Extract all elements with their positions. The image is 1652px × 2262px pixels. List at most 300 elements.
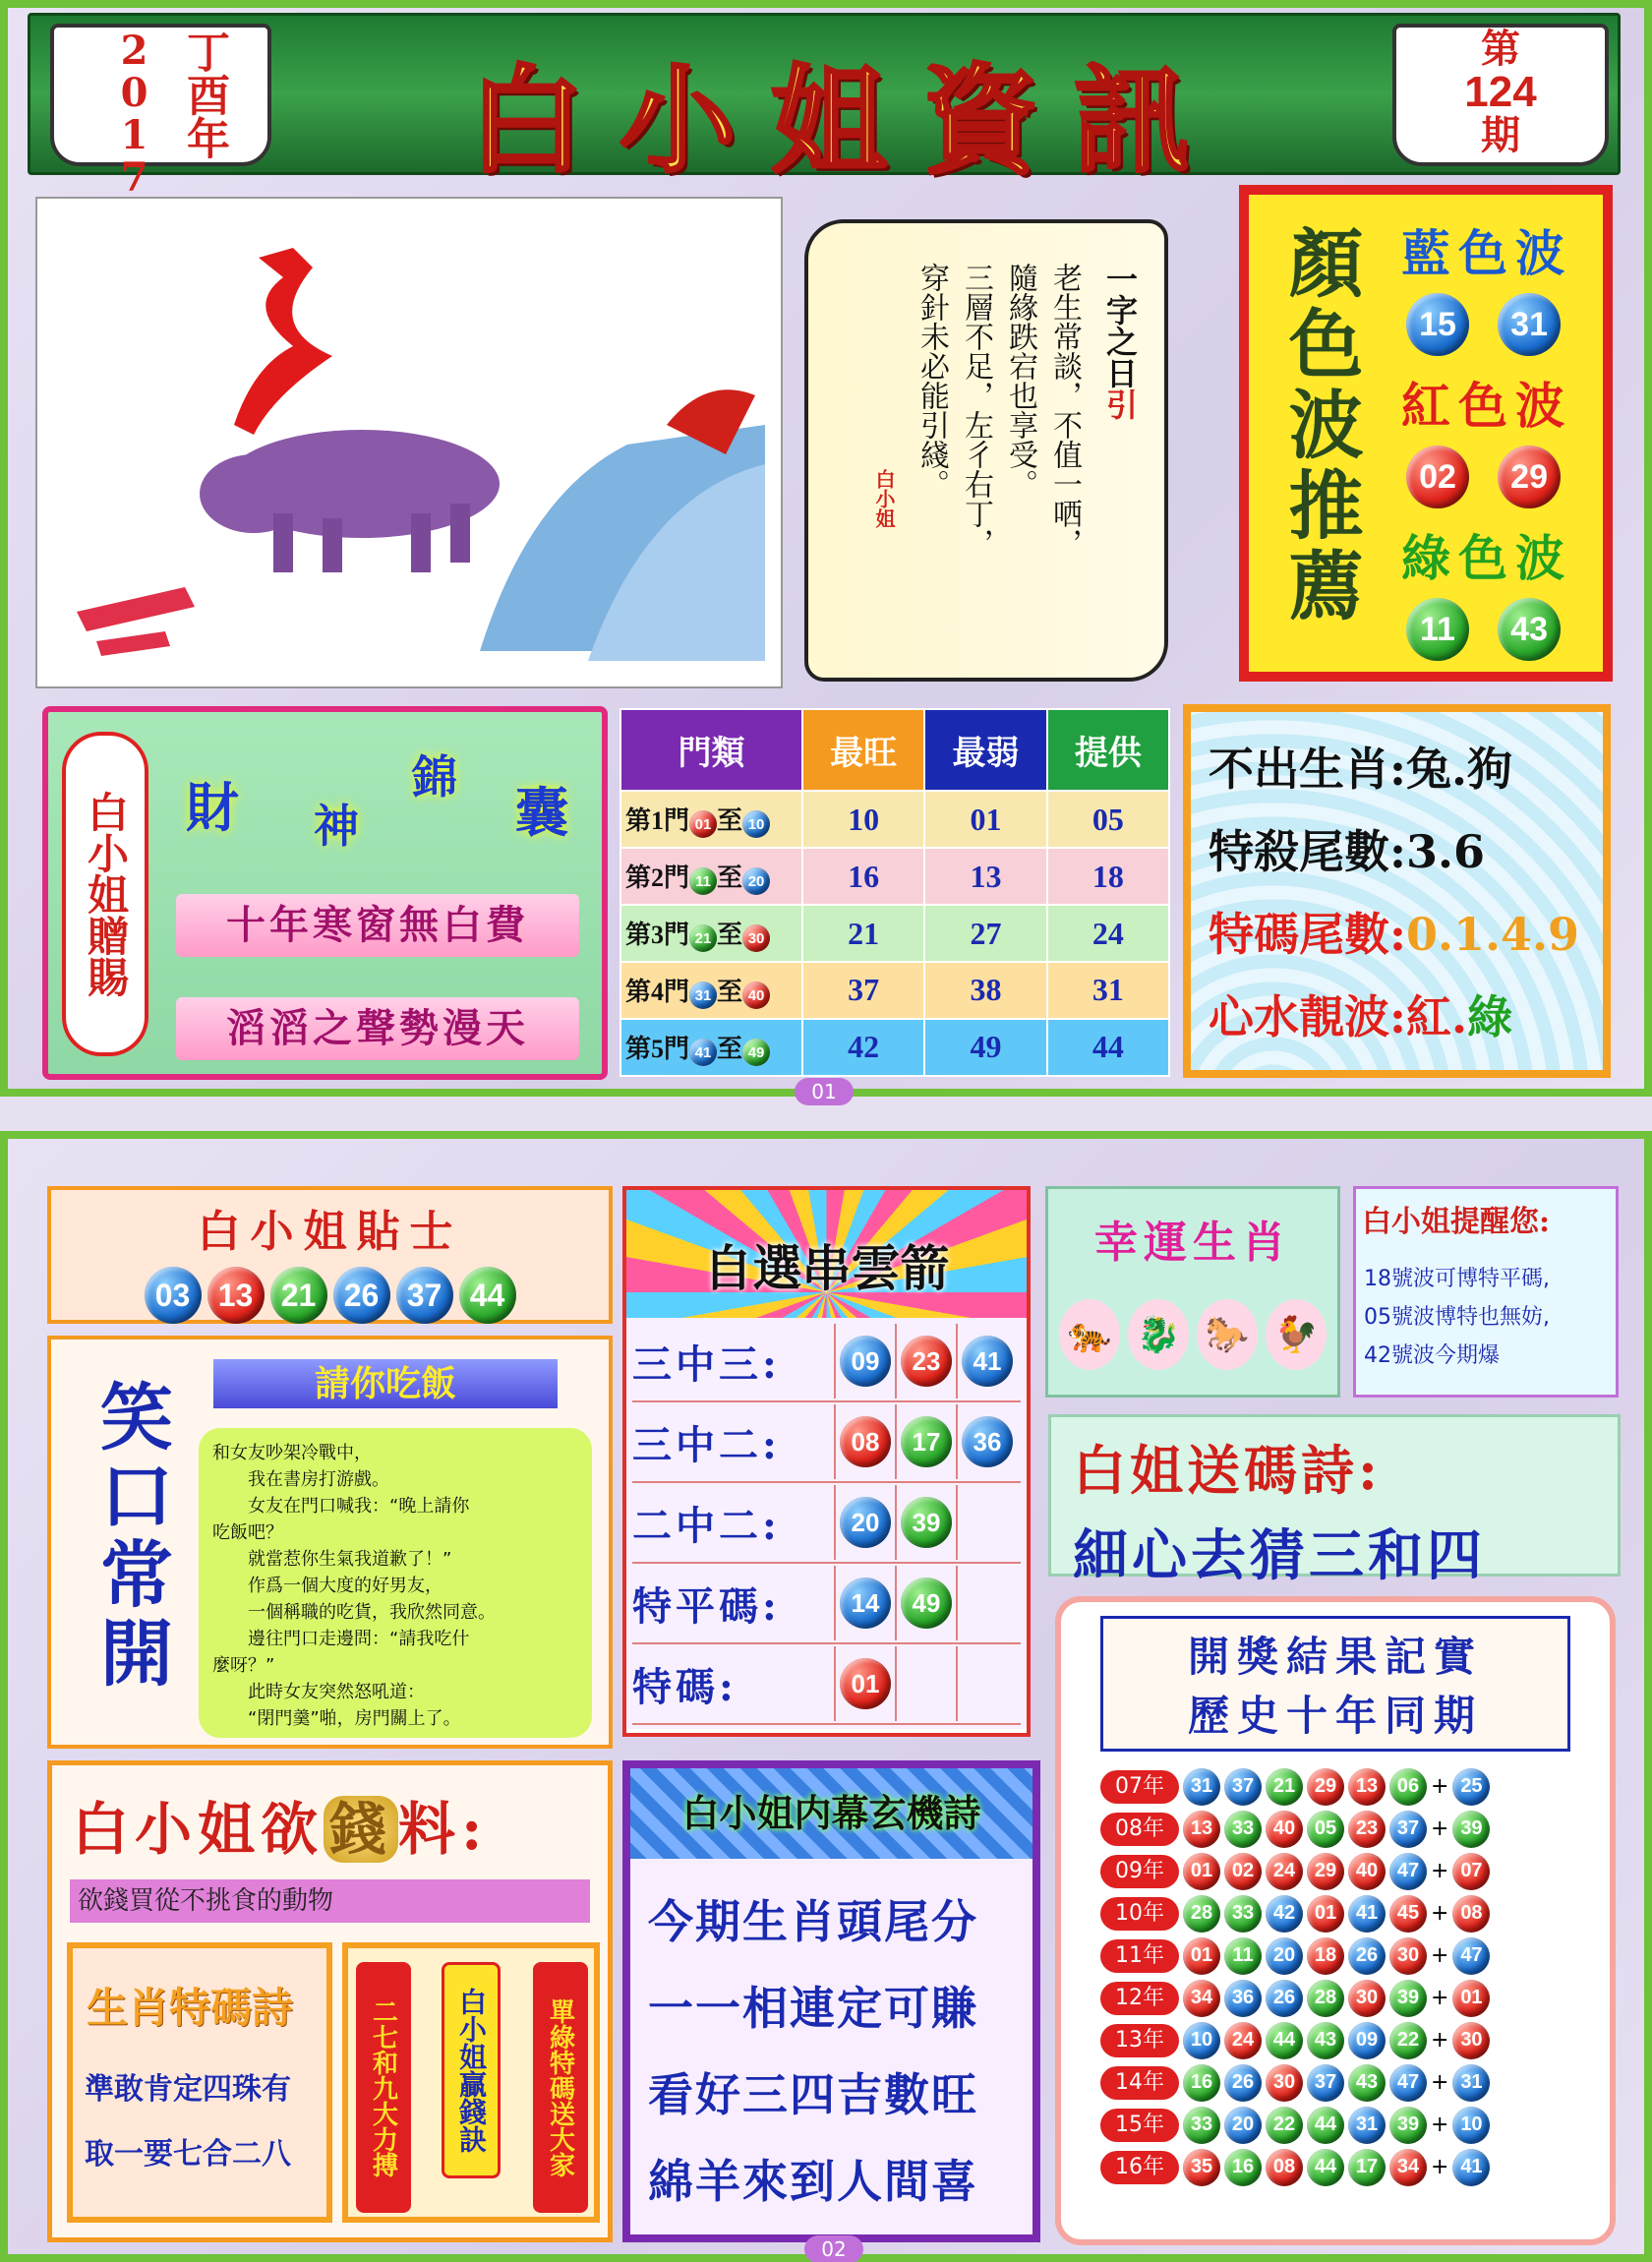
th-min: 最弱 — [924, 709, 1046, 791]
couplet-2: 白小姐贏錢訣 — [442, 1962, 501, 2178]
door-label-cell — [620, 848, 802, 905]
ball: 45 — [1389, 1895, 1427, 1933]
combo-cell — [895, 1404, 956, 1479]
ball: 13 — [1348, 1768, 1386, 1806]
cell-give: 44 — [1047, 1019, 1169, 1076]
ball: 37 — [1224, 1768, 1262, 1806]
money-title-b: 錢 — [324, 1796, 398, 1863]
info-line-4-label: 心水靚波:紅. — [1209, 990, 1467, 1043]
issue-book — [1392, 24, 1609, 166]
combo-cell — [956, 1566, 1017, 1640]
secret-title: 白小姐内幕玄機詩 — [630, 1768, 1032, 1859]
color-wave-panel — [1239, 185, 1613, 682]
secret-line-1: 今期生肖頭尾分 — [648, 1895, 978, 1948]
ball: 18 — [1307, 1937, 1344, 1975]
zodiac-animals — [1048, 1299, 1337, 1370]
ball: 29 — [1307, 1853, 1344, 1890]
ball: 11 — [1406, 598, 1469, 661]
ball: 14 — [840, 1577, 891, 1629]
secret-panel — [622, 1760, 1040, 2242]
illustration-panel — [35, 197, 783, 688]
info-panel — [1183, 704, 1611, 1078]
horse-icon: 🐎 — [1197, 1299, 1258, 1370]
scroll-sign: 白小姐 — [872, 469, 896, 528]
ball: 20 — [742, 867, 770, 895]
zodiac-poem-line-1: 準敢肯定四珠有 — [85, 2072, 291, 2107]
ball: 09 — [1348, 2022, 1386, 2059]
ball: 02 — [1406, 446, 1469, 508]
money-panel — [47, 1760, 613, 2242]
remind-line-2: 05號波博特也無妨, — [1364, 1305, 1550, 1330]
scroll-title-b: 引 — [1101, 388, 1139, 420]
ball: 20 — [1224, 2107, 1262, 2144]
joke-line: 邊往門口走邊問：“請我吃什 — [248, 1629, 470, 1649]
ball: 39 — [1452, 1811, 1490, 1848]
to-char: 至 — [717, 977, 743, 1006]
history-row — [1100, 2104, 1610, 2146]
history-year: 13年 — [1100, 2024, 1179, 2057]
zodiac-poem-line-2: 取一要七合二八 — [85, 2137, 291, 2172]
table-row — [620, 791, 1169, 848]
ball: 09 — [840, 1336, 891, 1387]
to-char: 至 — [717, 805, 743, 835]
ball: 11 — [689, 867, 717, 895]
cell-min: 13 — [924, 848, 1046, 905]
ball: 21 — [1266, 1768, 1303, 1806]
ball: 41 — [1348, 1895, 1386, 1933]
ball: 22 — [1389, 2022, 1427, 2059]
lucky-title: 幸運生肖 — [1094, 1218, 1291, 1268]
ball: 37 — [396, 1267, 453, 1324]
combo-rows — [626, 1318, 1027, 1729]
joke-line: 此時女友突然怒吼道： — [248, 1682, 425, 1702]
ball: 10 — [742, 810, 770, 838]
ball: 01 — [1307, 1895, 1344, 1933]
ball: 16 — [1224, 2149, 1262, 2186]
poem-gift-title: 白姐送碼詩: — [1073, 1439, 1382, 1502]
combo-row — [632, 1322, 1021, 1402]
money-sub: 欲錢買從不挑食的動物 — [70, 1879, 590, 1923]
combo-cell — [895, 1324, 956, 1399]
table-header-row — [620, 709, 1169, 791]
combo-cell — [895, 1566, 956, 1640]
combo-cell — [834, 1566, 895, 1640]
ball: 44 — [1307, 2149, 1344, 2186]
scroll-line-3: 三層不足，左彳右丁， — [959, 263, 993, 558]
cell-max: 42 — [802, 1019, 924, 1076]
red-ribbon — [234, 248, 332, 435]
issue-prefix: 第 — [1481, 26, 1520, 72]
ball: 35 — [1183, 2149, 1220, 2186]
combo-cell — [834, 1324, 895, 1399]
remind-line-3: 42號波今期爆 — [1364, 1343, 1500, 1368]
combo-row — [632, 1644, 1021, 1725]
joke-line: 麼呀？” — [212, 1655, 275, 1676]
ball: 47 — [1389, 1853, 1427, 1890]
ball: 30 — [1348, 1980, 1386, 2017]
money-title-a: 白小姐欲 — [72, 1796, 324, 1863]
ball: 42 — [1266, 1895, 1303, 1933]
ball: 05 — [1307, 1811, 1344, 1848]
page-two — [0, 1131, 1652, 2262]
history-rows — [1100, 1765, 1610, 2188]
plus-sign: + — [1431, 1943, 1449, 1968]
ball: 41 — [962, 1336, 1013, 1387]
tiger-icon: 🐅 — [1059, 1299, 1120, 1370]
ball: 20 — [840, 1497, 891, 1548]
ball: 37 — [1389, 1811, 1427, 1848]
ball: 26 — [333, 1267, 390, 1324]
info-line-4-value: 綠 — [1467, 990, 1512, 1043]
plus-sign: + — [1431, 2070, 1449, 2095]
joke-line: 吃飯吧？ — [212, 1522, 283, 1543]
door-table-panel — [620, 708, 1170, 1082]
poem-gift-panel — [1048, 1414, 1621, 1588]
ball: 23 — [901, 1336, 952, 1387]
ball: 36 — [962, 1416, 1013, 1467]
main-title: 白小姐資訊 — [467, 52, 1225, 189]
history-row — [1100, 1977, 1610, 2019]
info-line-3 — [1209, 899, 1603, 964]
rooster-icon: 🐓 — [1266, 1299, 1327, 1370]
ball: 08 — [840, 1416, 891, 1467]
cell-give: 18 — [1047, 848, 1169, 905]
year-text: 2017 — [111, 28, 157, 197]
ball: 36 — [1224, 1980, 1262, 2017]
combo-cell — [895, 1646, 956, 1721]
plus-sign: + — [1431, 1816, 1449, 1841]
secret-line-3: 看好三四吉數旺 — [648, 2068, 978, 2121]
ball: 31 — [1452, 2064, 1490, 2102]
info-line-1: 不出生肖:兔.狗 — [1209, 743, 1512, 796]
ball: 13 — [207, 1267, 265, 1324]
ball: 01 — [840, 1658, 891, 1709]
history-row — [1100, 1808, 1610, 1850]
table-row — [620, 848, 1169, 905]
couplet-1: 二七和九大力搏 — [356, 1962, 411, 2213]
th-door: 門類 — [620, 709, 802, 791]
gift-line-2: 滔滔之聲勢漫天 — [176, 997, 579, 1060]
history-year: 12年 — [1100, 1982, 1179, 2015]
joke-line: 和女友吵架冷戰中， — [212, 1443, 372, 1463]
gift-char-4: 囊 — [515, 781, 568, 844]
ball: 26 — [1266, 1980, 1303, 2017]
combo-row — [632, 1483, 1021, 1564]
ball: 23 — [1348, 1811, 1386, 1848]
to-char: 至 — [717, 863, 743, 892]
history-panel — [1055, 1596, 1616, 2245]
combo-cell — [956, 1324, 1017, 1399]
gift-char-1: 財 — [186, 776, 239, 839]
history-row — [1100, 1892, 1610, 1935]
history-year: 15年 — [1100, 2109, 1179, 2142]
ball: 29 — [1498, 446, 1561, 508]
combo-label: 特平碼: — [632, 1582, 781, 1630]
issue-suffix: 期 — [1481, 112, 1520, 158]
combo-cell — [956, 1404, 1017, 1479]
door-label-cell — [620, 905, 802, 962]
secret-line-4: 綿羊來到人間喜 — [648, 2155, 978, 2208]
ball: 26 — [1348, 1937, 1386, 1975]
ball: 16 — [1183, 2064, 1220, 2102]
scroll-title — [1097, 263, 1143, 636]
ball: 30 — [1389, 1937, 1427, 1975]
scroll-line-4: 穿針未必能引綫。 — [914, 263, 949, 499]
scroll-line-1: 老生常談，不值一哂， — [1047, 263, 1082, 558]
ball: 40 — [742, 982, 770, 1009]
scroll-panel — [804, 219, 1168, 682]
history-row — [1100, 2146, 1610, 2188]
cell-give: 05 — [1047, 791, 1169, 848]
th-max: 最旺 — [802, 709, 924, 791]
combo-cell — [834, 1404, 895, 1479]
cell-min: 27 — [924, 905, 1046, 962]
history-title-1: 開獎結果記實 — [1187, 1633, 1483, 1681]
combo-label: 特碼: — [632, 1663, 738, 1710]
money-title-c: 料: — [398, 1796, 489, 1863]
cell-give: 24 — [1047, 905, 1169, 962]
tips-balls — [51, 1267, 609, 1324]
ball: 24 — [1224, 2022, 1262, 2059]
ball: 41 — [1452, 2149, 1490, 2186]
info-line-4 — [1209, 982, 1603, 1046]
ball: 21 — [689, 924, 717, 952]
ball: 43 — [1348, 2064, 1386, 2102]
ball: 02 — [1224, 1853, 1262, 1890]
table-row — [620, 905, 1169, 962]
ball: 33 — [1224, 1811, 1262, 1848]
ball: 39 — [1389, 2107, 1427, 2144]
ball: 13 — [1183, 1811, 1220, 1848]
combo-title: 自選串雲箭 — [626, 1190, 1027, 1318]
door-label: 第4門 — [625, 977, 690, 1006]
ball: 15 — [1406, 293, 1469, 356]
cell-max: 10 — [802, 791, 924, 848]
ball: 47 — [1452, 1937, 1490, 1975]
combo-label: 三中三: — [632, 1340, 781, 1388]
green-wave-label: 綠色波 — [1401, 529, 1572, 587]
ball: 28 — [1183, 1895, 1220, 1933]
joke-panel — [47, 1336, 613, 1749]
plus-sign: + — [1431, 2155, 1449, 2179]
history-row — [1100, 1765, 1610, 1808]
plus-sign: + — [1431, 2028, 1449, 2053]
combo-cell — [956, 1485, 1017, 1560]
ball: 33 — [1183, 2107, 1220, 2144]
joke-line: 作爲一個大度的好男友， — [248, 1576, 442, 1596]
info-line-3-label: 特碼尾數: — [1209, 908, 1406, 961]
combo-cell — [834, 1485, 895, 1560]
red-wave-label: 紅色波 — [1401, 377, 1572, 435]
ball: 44 — [1266, 2022, 1303, 2059]
pig-illustration — [37, 199, 785, 690]
history-year: 08年 — [1100, 1813, 1179, 1846]
couplet-3: 單綠特碼送大家 — [533, 1962, 588, 2213]
ball: 47 — [1389, 2064, 1427, 2102]
combo-cell — [834, 1646, 895, 1721]
ball: 43 — [1307, 2022, 1344, 2059]
ball: 01 — [1183, 1853, 1220, 1890]
dragon-icon: 🐉 — [1128, 1299, 1189, 1370]
plus-sign: + — [1431, 1901, 1449, 1926]
ball: 31 — [1348, 2107, 1386, 2144]
info-line-3-value: 0.1.4.9 — [1405, 908, 1580, 961]
door-label: 第5門 — [625, 1034, 690, 1063]
ball: 20 — [1266, 1937, 1303, 1975]
zodiac-poem-title: 生肖特碼詩 — [87, 1984, 294, 2032]
bricks — [77, 587, 195, 631]
scroll-line-2: 隨緣跌宕也享受。 — [1003, 263, 1037, 499]
cell-max: 21 — [802, 905, 924, 962]
ball: 07 — [1452, 1853, 1490, 1890]
combo-row — [632, 1402, 1021, 1483]
ball: 10 — [1452, 2107, 1490, 2144]
history-title-2: 歷史十年同期 — [1187, 1692, 1483, 1740]
table-row — [620, 1019, 1169, 1076]
ganzhi-text: 丁酉年 — [179, 30, 229, 159]
joke-line: 就當惹你生氣我道歉了！” — [248, 1549, 452, 1570]
plus-sign: + — [1431, 1859, 1449, 1883]
scroll-title-a: 一字之日 — [1101, 263, 1139, 388]
ball: 17 — [901, 1416, 952, 1467]
table-row — [620, 962, 1169, 1019]
ball: 49 — [901, 1577, 952, 1629]
ball: 10 — [1183, 2022, 1220, 2059]
ball: 01 — [1183, 1937, 1220, 1975]
cell-min: 38 — [924, 962, 1046, 1019]
door-label-cell — [620, 962, 802, 1019]
blue-wave-balls — [1406, 293, 1561, 356]
ball: 33 — [1224, 1895, 1262, 1933]
to-char: 至 — [717, 1034, 743, 1063]
joke-side: 笑口常開 — [88, 1379, 173, 1694]
plus-sign: + — [1431, 1774, 1449, 1799]
ball: 40 — [1348, 1853, 1386, 1890]
page-number-1: 01 — [795, 1078, 854, 1105]
ball: 44 — [1307, 2107, 1344, 2144]
joke-line: 我在書房打游戲。 — [248, 1469, 389, 1490]
issue-number: 124 — [1464, 68, 1537, 116]
ball: 34 — [1183, 1980, 1220, 2017]
joke-title: 請你吃飯 — [213, 1359, 558, 1408]
joke-line: “閉門羹”啪，房門關上了。 — [248, 1708, 461, 1729]
th-give: 提供 — [1047, 709, 1169, 791]
combo-row — [632, 1564, 1021, 1644]
ball: 22 — [1266, 2107, 1303, 2144]
door-label: 第3門 — [625, 920, 690, 949]
gift-side-label: 白小姐贈賜 — [62, 732, 148, 1056]
ball: 44 — [459, 1267, 516, 1324]
ball: 28 — [1307, 1980, 1344, 2017]
joke-text — [199, 1428, 592, 1738]
cell-give: 31 — [1047, 962, 1169, 1019]
history-year: 16年 — [1100, 2151, 1179, 2184]
plus-sign: + — [1431, 1986, 1449, 2010]
joke-line: 一個稱職的吃貨，我欣然同意。 — [248, 1602, 496, 1623]
remind-line-1: 18號波可博特平碼, — [1364, 1267, 1550, 1291]
ball: 30 — [742, 924, 770, 952]
cell-min: 49 — [924, 1019, 1046, 1076]
history-year: 07年 — [1100, 1770, 1179, 1804]
ball: 34 — [1389, 2149, 1427, 2186]
door-label: 第1門 — [625, 805, 690, 835]
green-wave-balls — [1406, 598, 1561, 661]
ball: 30 — [1266, 2064, 1303, 2102]
blue-wave-label: 藍色波 — [1401, 224, 1572, 282]
ball: 31 — [689, 982, 717, 1009]
combo-panel — [622, 1186, 1031, 1737]
door-table — [620, 708, 1170, 1077]
combo-label: 二中二: — [632, 1502, 781, 1549]
door-label-cell — [620, 791, 802, 848]
history-title-box — [1100, 1616, 1570, 1752]
ball: 01 — [1452, 1980, 1490, 2017]
ball: 08 — [1266, 2149, 1303, 2186]
ball: 03 — [145, 1267, 202, 1324]
ball: 43 — [1498, 598, 1561, 661]
ball: 25 — [1452, 1768, 1490, 1806]
ball: 30 — [1452, 2022, 1490, 2059]
ball: 41 — [689, 1039, 717, 1066]
red-wave-balls — [1406, 446, 1561, 508]
ball: 49 — [742, 1039, 770, 1066]
tips-title: 白小姐貼士 — [197, 1207, 463, 1257]
header-banner — [28, 13, 1621, 197]
ball: 40 — [1266, 1811, 1303, 1848]
ball: 11 — [1224, 1937, 1262, 1975]
ball: 06 — [1389, 1768, 1427, 1806]
year-book — [50, 24, 271, 197]
secret-line-2: 一一相連定可賺 — [648, 1982, 978, 2035]
zodiac-poem-box — [67, 1942, 332, 2223]
info-line-2: 特殺尾數:3.6 — [1209, 825, 1486, 878]
gift-line-1: 十年寒窗無白費 — [176, 894, 579, 957]
history-year: 11年 — [1100, 1939, 1179, 1973]
joke-line: 女友在門口喊我：“晚上請你 — [248, 1496, 470, 1517]
plus-sign: + — [1431, 2113, 1449, 2137]
ball: 01 — [689, 810, 717, 838]
ball: 29 — [1307, 1768, 1344, 1806]
combo-cell — [895, 1485, 956, 1560]
money-title — [72, 1783, 608, 1866]
poem-gift-text: 細心去猜三和四 — [1073, 1523, 1486, 1588]
remind-panel — [1353, 1186, 1619, 1398]
ball: 21 — [270, 1267, 327, 1324]
gift-panel — [42, 706, 608, 1080]
color-wave-title: 顏色波推薦 — [1276, 224, 1364, 627]
lucky-panel — [1045, 1186, 1340, 1398]
gift-char-3: 錦 — [412, 750, 457, 804]
to-char: 至 — [717, 920, 743, 949]
combo-label: 三中二: — [632, 1421, 781, 1468]
page-number-2: 02 — [804, 2235, 863, 2262]
history-year: 10年 — [1100, 1897, 1179, 1931]
couplet-box — [342, 1942, 600, 2223]
page-one — [0, 0, 1652, 1103]
combo-cell — [956, 1646, 1017, 1721]
door-label-cell — [620, 1019, 802, 1076]
history-row — [1100, 2019, 1610, 2061]
remind-title: 白小姐提醒您: — [1362, 1205, 1551, 1239]
cell-max: 16 — [802, 848, 924, 905]
history-row — [1100, 2061, 1610, 2104]
ball: 17 — [1348, 2149, 1386, 2186]
history-year: 14年 — [1100, 2066, 1179, 2100]
history-year: 09年 — [1100, 1855, 1179, 1888]
cell-min: 01 — [924, 791, 1046, 848]
ball: 31 — [1498, 293, 1561, 356]
ball: 39 — [901, 1497, 952, 1548]
